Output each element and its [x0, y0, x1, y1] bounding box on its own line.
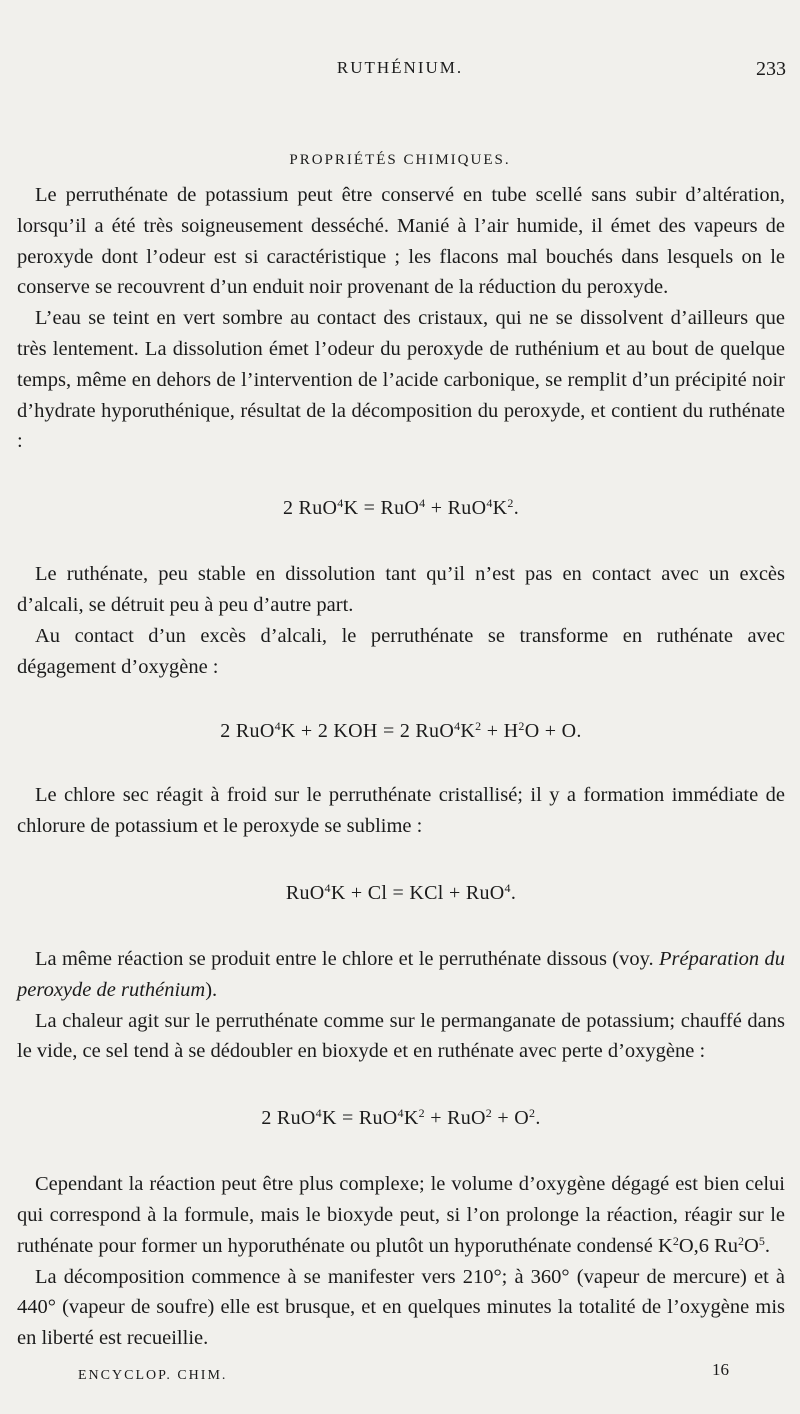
paragraph-5: Le chlore sec réagit à froid sur le perruthénate cristallisé; il y a formation immédiate de chlorure de potassium et le peroxyde se sublime : — [17, 784, 785, 838]
sheet-number: 16 — [712, 1360, 729, 1379]
paragraph-4: Au contact d’un excès d’alcali, le perruthénate se transforme en ruthénate avec dégagement d’oxygène : — [17, 624, 785, 678]
italic-reference: Préparation du peroxyde de ruthénium — [17, 947, 786, 1001]
paragraph-3: Le ruthénate, peu stable en dissolution tant qu’il n’est pas en contact avec un excès d’alcali, se détruit peu à peu d’autre part. — [17, 563, 785, 616]
signature-mark: ENCYCLOP. CHIM. — [78, 1368, 228, 1383]
section-title: PROPRIÉTÉS CHIMIQUES. — [289, 152, 511, 168]
page-number: 233 — [756, 58, 786, 80]
paragraph-1: Le perruthénate de potassium peut être conservé en tube scellé sans subir d’altération, lorsqu’il a été très soigneusement desséché. Manié à l’air humide, il émet des vapeurs de peroxyde dont l’odeur est si caractéristique ; les flacons mal bouchés dans lesquels on le conserve se recouvrent d’un enduit noir provenant de la réduction du peroxyde. — [17, 184, 785, 299]
running-title: RUTHÉNIUM. — [336, 58, 464, 77]
equation-4: 2 $RuO^4K = RuO^4K^2 + RuO^2 + O^2$. — [261, 1106, 541, 1130]
equation-1: 2 $RuO^4K = RuO^4 + RuO^4K^2$. — [282, 496, 520, 520]
equation-2: 2 RuO$^4$K + 2 KOH = 2 $RuO^4K^2 + H^2O + O$. — [220, 719, 582, 743]
body-text — [17, 180, 785, 1354]
paragraph-7: La chaleur agit sur le perruthénate comme sur le permanganate de potassium; chauffé dans le vide, ce sel tend à se dédoubler en bioxyde et en ruthénate avec perte d’oxygène : — [17, 1009, 785, 1063]
paragraph-9: La décomposition commence à se manifester vers 210°; à 360° (vapeur de mercure) et à 440° (vapeur de soufre) elle est brusque, et en quelques minutes la totalité de l’oxygène mis en liberté est recueillie. — [17, 1265, 785, 1350]
equation-3: RuO$^4$K + Cl = KCl + RuO$^4$. — [285, 880, 517, 904]
paragraph-2: L’eau se teint en vert sombre au contact des cristaux, qui ne se dissolvent d’ailleurs que très lentement. La dissolution émet l’odeur du peroxyde de ruthénium et au bout de quelque temps, même en dehors de l’intervention de l’acide carbonique, se remplit d’un précipité noir d’hydrate hyporuthénique, résultat de la décomposition du peroxyde, et contient du ruthénate : — [17, 307, 785, 453]
paragraph-8: Cependant la réaction peut être plus complexe; le volume d’oxygène dégagé est bien celui qui correspond à la formule, mais le bioxyde peut, si l’on prolonge la réaction, réagir sur le ruthénate pour former un hyporuthénate ou plutôt un hyporuthénate condensé $K^2O,6$ $Ru^2O^5$. — [17, 1173, 785, 1257]
paragraph-6: La même réaction se produit entre le chlore et le perruthénate dissous (voy. Préparation du peroxyde de ruthénium). — [17, 947, 786, 1001]
